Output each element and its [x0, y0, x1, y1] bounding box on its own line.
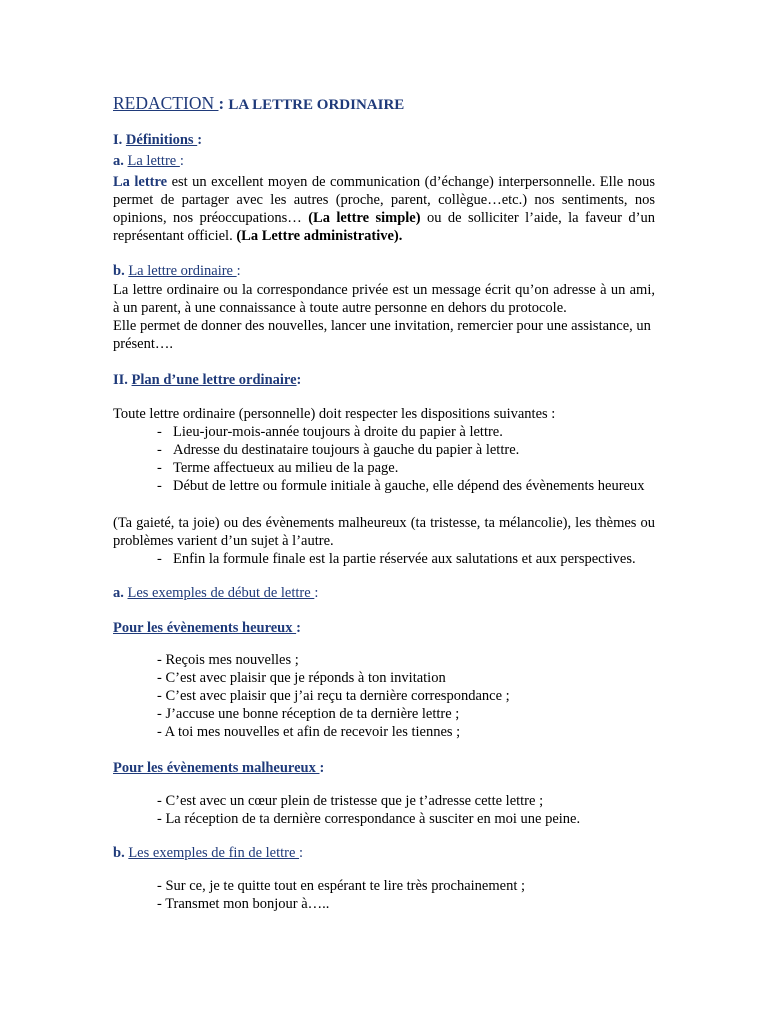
examples-end-colon: : [299, 845, 304, 861]
subsection-b-title: La lettre ordinaire [128, 263, 237, 279]
list-item: - J’accuse une bonne réception de ta dernière lettre ; [157, 706, 460, 722]
dash-bullet: - [157, 442, 162, 458]
examples-end-heading [113, 844, 655, 862]
examples-start-title: Les exemples de début de lettre [127, 585, 315, 601]
dash-bullet: - [157, 478, 162, 494]
malheureux-colon: : [319, 760, 325, 776]
plan-item-1: Lieu-jour-mois-année toujours à droite du papier à lettre. [173, 424, 503, 440]
la-lettre-text-2: ou de solliciter l’aide, la faveur d’un représentant officiel. [113, 210, 655, 244]
paragraph-lettre-ordinaire-1: La lettre ordinaire ou la correspondance privée est un message écrit qu’on adresse à un ami, à un parent, à une connaissance à toute autre personne en dehors du protocole. [113, 282, 655, 316]
list-item [113, 423, 655, 441]
paragraph-la-lettre [113, 173, 655, 245]
la-lettre-lead: La lettre [113, 174, 168, 190]
plan-list-last [113, 550, 655, 568]
list-item: - C’est avec un cœur plein de tristesse que je t’adresse cette lettre ; [157, 793, 544, 809]
title-colon: : [218, 94, 229, 113]
list-item: - A toi mes nouvelles et afin de recevoir les tiennes ; [157, 724, 461, 740]
section-1-heading [113, 131, 655, 149]
section-2-title: Plan d’une lettre ordinaire [131, 372, 297, 388]
paragraph-lettre-ordinaire-2: Elle permet de donner des nouvelles, lancer une invitation, remercier pour une assistance, un présent…. [113, 318, 651, 352]
la-lettre-simple: (La lettre simple) [308, 210, 421, 226]
subsection-a-letter: a. [113, 153, 128, 169]
section-1-colon: : [197, 132, 203, 148]
list-item: - La réception de ta dernière correspondance à susciter en moi une peine. [157, 811, 581, 827]
plan-item-4: Début de lettre ou formule initiale à gauche, elle dépend des évènements heureux [173, 478, 645, 494]
subsection-a-heading [113, 152, 655, 170]
list-item [113, 477, 655, 495]
list-item: - Transmet mon bonjour à….. [157, 896, 330, 912]
subsection-a-title: La lettre [127, 153, 180, 169]
page-title [113, 94, 655, 114]
plan-intro: Toute lettre ordinaire (personnelle) doit respecter les dispositions suivantes : [113, 406, 556, 422]
la-lettre-administrative: (La Lettre administrative). [236, 228, 403, 244]
plan-item-2: Adresse du destinataire toujours à gauche du papier à lettre. [173, 442, 520, 458]
subsection-b-colon: : [236, 263, 241, 279]
examples-end-title: Les exemples de fin de lettre [128, 845, 300, 861]
fin-examples [157, 877, 657, 913]
examples-end-letter: b. [113, 845, 129, 861]
subsection-a-colon: : [179, 153, 184, 169]
plan-item-3: Terme affectueux au milieu de la page. [173, 460, 399, 476]
dash-bullet: - [157, 460, 162, 476]
section-2-colon: : [296, 372, 302, 388]
section-2-heading [113, 371, 655, 389]
list-item: - Sur ce, je te quitte tout en espérant te lire très prochainement ; [157, 878, 526, 894]
subsection-b-letter: b. [113, 263, 129, 279]
list-item: - Reçois mes nouvelles ; [157, 652, 299, 668]
malheureux-title: Pour les évènements malheureux [113, 760, 320, 776]
section-1-title: Définitions [125, 132, 198, 148]
list-item [113, 441, 655, 459]
list-item [113, 550, 655, 568]
title-sub: LA LETTRE ORDINAIRE [228, 97, 405, 113]
subsection-b-heading [113, 262, 655, 280]
section-2-number: II. [113, 372, 132, 388]
list-item [113, 459, 655, 477]
section-1-number: I. [113, 132, 126, 148]
dash-bullet: - [157, 551, 162, 567]
heureux-heading [113, 619, 655, 637]
malheureux-heading [113, 759, 655, 777]
examples-start-letter: a. [113, 585, 128, 601]
dash-bullet: - [157, 424, 162, 440]
plan-continuation: (Ta gaieté, ta joie) ou des évènements malheureux (ta tristesse, ta mélancolie), les thèmes ou problèmes varient d’un sujet à l’autre. [113, 515, 655, 549]
la-lettre-text-1: est un excellent moyen de communication (d’échange) interpersonnelle. Elle nous permet de partager avec les autres (proche, parent, collègue…etc.) nos sentiments, nos opinions, nos préoccupations… [113, 174, 656, 226]
examples-start-colon: : [314, 585, 319, 601]
plan-list [113, 423, 655, 495]
malheureux-examples [157, 792, 657, 828]
plan-item-5: Enfin la formule finale est la partie réservée aux salutations et aux perspectives. [173, 551, 636, 567]
list-item: - C’est avec plaisir que je réponds à ton invitation [157, 670, 446, 686]
title-main: REDACTION [113, 93, 219, 113]
list-item: - C’est avec plaisir que j’ai reçu ta dernière correspondance ; [157, 688, 510, 704]
heureux-title: Pour les évènements heureux [113, 620, 297, 636]
heureux-colon: : [296, 620, 301, 636]
examples-start-heading [113, 584, 655, 602]
heureux-examples [157, 651, 657, 741]
